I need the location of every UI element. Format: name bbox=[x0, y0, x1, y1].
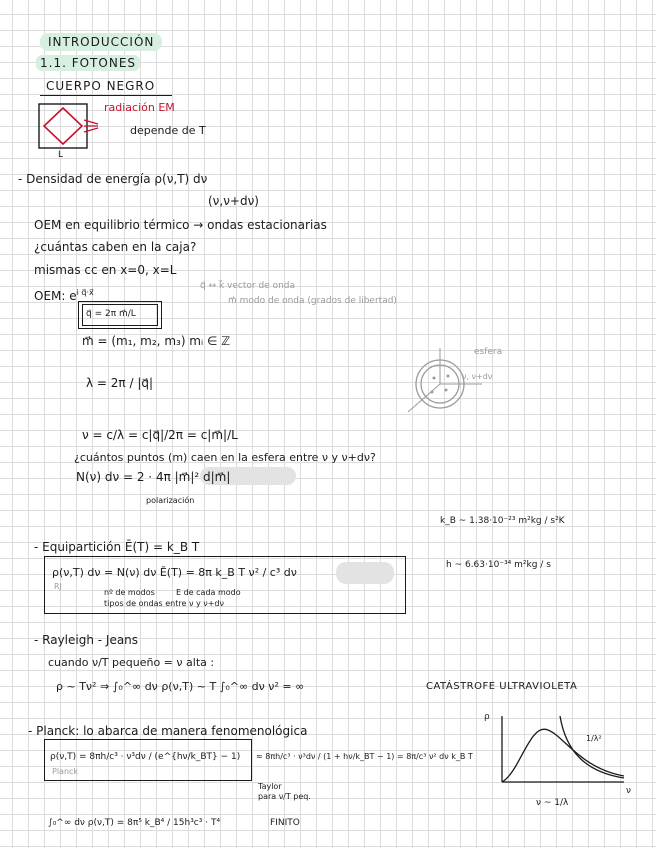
radiation-label: radiación EM bbox=[104, 101, 175, 114]
oem-base: OEM: e bbox=[34, 289, 77, 303]
planck-approx: ≈ 8πh/c³ · ν³dν / (1 + hν/k_BT − 1) = 8π/c³ ν² dν k_B T bbox=[256, 752, 473, 761]
equipartition-under2: E de cada modo bbox=[176, 588, 241, 597]
uv-catastrophe: CATÁSTROFE ULTRAVIOLETA bbox=[426, 681, 578, 692]
density-interval: (ν,ν+dν) bbox=[208, 194, 259, 208]
polarization-label: polarización bbox=[146, 496, 195, 505]
graph-y-label: ρ bbox=[484, 712, 490, 722]
rayleigh-title: - Rayleigh - Jeans bbox=[34, 633, 139, 647]
sphere-label: esfera bbox=[474, 347, 503, 357]
planck-formula: ρ(ν,T) = 8πh/c³ · ν³dν / (e^{hν/k_BT} − 1) bbox=[50, 752, 241, 762]
density-line1: OEM en equilibrio térmico → ondas estacionarias bbox=[34, 218, 327, 232]
mode-note: m⃗ modo de onda (grados de libertad) bbox=[228, 296, 397, 306]
equipartition-formula: ρ(ν,T) dν = N(ν) dν Ē(T) = 8π k_B T ν² / c³ dν bbox=[52, 566, 297, 579]
rayleigh-line1: cuando ν/T pequeño = ν alta : bbox=[48, 656, 215, 669]
equipartition-under3: tipos de ondas entre ν y ν+dν bbox=[104, 599, 224, 608]
sphere-figure bbox=[402, 346, 492, 426]
box-side-label: L bbox=[58, 150, 64, 160]
h-constant: h ~ 6.63·10⁻³⁴ m²kg / s bbox=[446, 560, 551, 570]
q-formula: q⃗ = 2π m⃗/L bbox=[86, 309, 136, 319]
intro-heading: INTRODUCCIÓN bbox=[40, 33, 162, 51]
density-line3: mismas cc en x=0, x=L bbox=[34, 263, 177, 277]
subsection-heading: CUERPO NEGRO bbox=[46, 79, 156, 93]
taylor-note: Taylor para ν/T peq. bbox=[258, 782, 311, 801]
count-question: ¿cuántos puntos (m) caen en la esfera entre ν y ν+dν? bbox=[74, 451, 376, 464]
oem-exponent: i q⃗·x⃗ bbox=[76, 288, 94, 297]
subsection-underline bbox=[40, 95, 172, 96]
kb-constant: k_B ~ 1.38·10⁻²³ m²kg / s²K bbox=[440, 516, 565, 526]
sphere-note: ν, ν+dν bbox=[462, 372, 493, 381]
m-definition: m⃗ = (m₁, m₂, m₃) mᵢ ∈ ℤ bbox=[82, 334, 231, 348]
depends-label: depende de T bbox=[130, 124, 206, 137]
density-title: - Densidad de energía ρ(ν,T) dν bbox=[18, 172, 208, 186]
equipartition-tag: RJ bbox=[54, 582, 62, 591]
rayleigh-line2: ρ ~ Tν² ⇒ ∫₀^∞ dν ρ(ν,T) ~ T ∫₀^∞ dν ν² = ∞ bbox=[56, 680, 305, 693]
graph-caption: ν ~ 1/λ bbox=[536, 798, 569, 808]
planck-graph bbox=[490, 712, 630, 802]
wave-vector-note: q⃗ ↔ k⃗ vector de onda bbox=[200, 281, 296, 291]
equipartition-title: - Equipartición Ē(T) = k_B T bbox=[34, 540, 200, 554]
equipartition-highlight bbox=[336, 562, 394, 584]
graph-curve-label: 1/λ² bbox=[586, 734, 602, 743]
planck-tag: Planck bbox=[52, 767, 79, 776]
density-line2: ¿cuántas caben en la caja? bbox=[34, 240, 197, 254]
finite-label: FINITO bbox=[270, 818, 300, 828]
blackbody-box-figure bbox=[36, 102, 106, 162]
count-formula: N(ν) dν = 2 · 4π |m⃗|² d|m⃗| bbox=[76, 470, 231, 484]
nu-formula: ν = c/λ = c|q⃗|/2π = c|m⃗|/L bbox=[82, 428, 238, 442]
equipartition-under1: nº de modos bbox=[104, 588, 155, 597]
planck-integral: ∫₀^∞ dν ρ(ν,T) = 8π⁵ k_B⁴ / 15h³c³ · T⁴ bbox=[48, 818, 221, 828]
planck-title: - Planck: lo abarca de manera fenomenológica bbox=[28, 724, 308, 738]
lambda-formula: λ = 2π / |q⃗| bbox=[86, 376, 154, 390]
section-heading: 1.1. FOTONES bbox=[36, 55, 140, 71]
graph-x-label: ν bbox=[626, 786, 632, 796]
